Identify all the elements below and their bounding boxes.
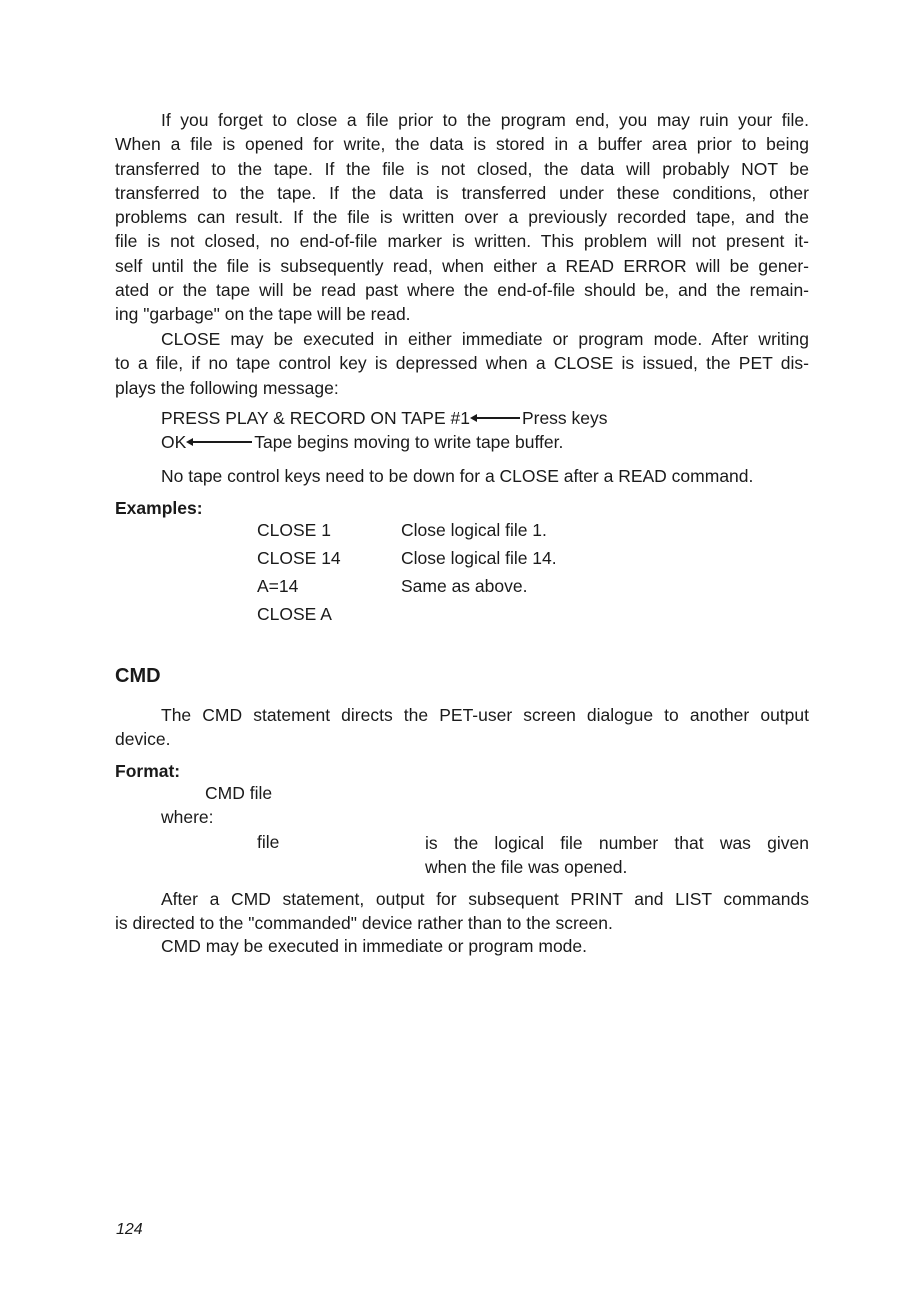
examples-label: Examples: bbox=[115, 498, 203, 518]
message-text: OK bbox=[161, 432, 187, 452]
text-line: to a file, if no tape control key is depressed when a CLOSE is issued, the PET dis- bbox=[115, 353, 809, 374]
text-line: is directed to the "commanded" device rather than to the screen. bbox=[115, 913, 613, 934]
cmd-intro-paragraph bbox=[115, 703, 809, 752]
text-line: self until the file is subsequently read, when either a READ ERROR will be gener- bbox=[115, 255, 809, 276]
section-heading: CMD bbox=[115, 665, 161, 687]
text-line: ing "garbage" on the tape will be read. bbox=[115, 304, 411, 325]
example-code: A=14 bbox=[257, 576, 299, 596]
left-arrow-icon bbox=[188, 441, 252, 443]
text-line: transferred to the tape. If the data is transferred under these conditions, other bbox=[115, 182, 809, 203]
example-desc: Same as above. bbox=[401, 576, 528, 596]
cmd-after-paragraph bbox=[115, 887, 809, 936]
text-line: The CMD statement directs the PET-user screen dialogue to another output bbox=[161, 705, 809, 725]
format-label: Format: bbox=[115, 761, 181, 781]
tape-message-line-2 bbox=[161, 430, 563, 454]
left-arrow-icon bbox=[472, 417, 520, 419]
tape-message-line-1 bbox=[161, 406, 608, 430]
page-number: 124 bbox=[116, 1221, 143, 1238]
close-paragraph-3: No tape control keys need to be down for a CLOSE after a READ command. bbox=[161, 466, 754, 486]
text-line: is the logical file number that was given bbox=[425, 833, 809, 853]
message-note: Press keys bbox=[521, 408, 608, 428]
example-desc: Close logical file 1. bbox=[401, 520, 547, 540]
example-desc: Close logical file 14. bbox=[401, 548, 557, 568]
example-code: CLOSE 1 bbox=[257, 520, 331, 540]
text-line: transferred to the tape. If the file is not closed, the data will probably NOT be bbox=[115, 158, 809, 179]
close-paragraph-1 bbox=[115, 108, 809, 327]
text-line: If you forget to close a file prior to the program end, you may ruin your file. bbox=[161, 110, 809, 130]
text-line: device. bbox=[115, 729, 171, 750]
message-text: PRESS PLAY & RECORD ON TAPE #1 bbox=[161, 408, 470, 428]
text-line: After a CMD statement, output for subsequent PRINT and LIST commands bbox=[161, 889, 809, 909]
text-line: when the file was opened. bbox=[425, 857, 628, 878]
text-line: plays the following message: bbox=[115, 377, 339, 398]
example-code: CLOSE A bbox=[257, 604, 332, 624]
cmd-final-line: CMD may be executed in immediate or program mode. bbox=[161, 936, 588, 956]
text-line: CLOSE may be executed in either immediate or program mode. After writing bbox=[161, 329, 809, 349]
text-line: file is not closed, no end-of-file marker is written. This problem will not present it- bbox=[115, 231, 809, 252]
message-note: Tape begins moving to write tape buffer. bbox=[254, 432, 564, 452]
where-label: where: bbox=[161, 807, 214, 827]
format-syntax: CMD file bbox=[205, 783, 273, 803]
text-line: When a file is opened for write, the data is stored in a buffer area prior to being bbox=[115, 134, 809, 155]
param-name: file bbox=[257, 832, 280, 852]
param-description bbox=[425, 831, 809, 880]
text-line: problems can result. If the file is written over a previously recorded tape, and the bbox=[115, 207, 809, 228]
close-paragraph-2 bbox=[115, 327, 809, 400]
text-line: ated or the tape will be read past where the end-of-file should be, and the remain- bbox=[115, 280, 809, 301]
example-code: CLOSE 14 bbox=[257, 548, 341, 568]
